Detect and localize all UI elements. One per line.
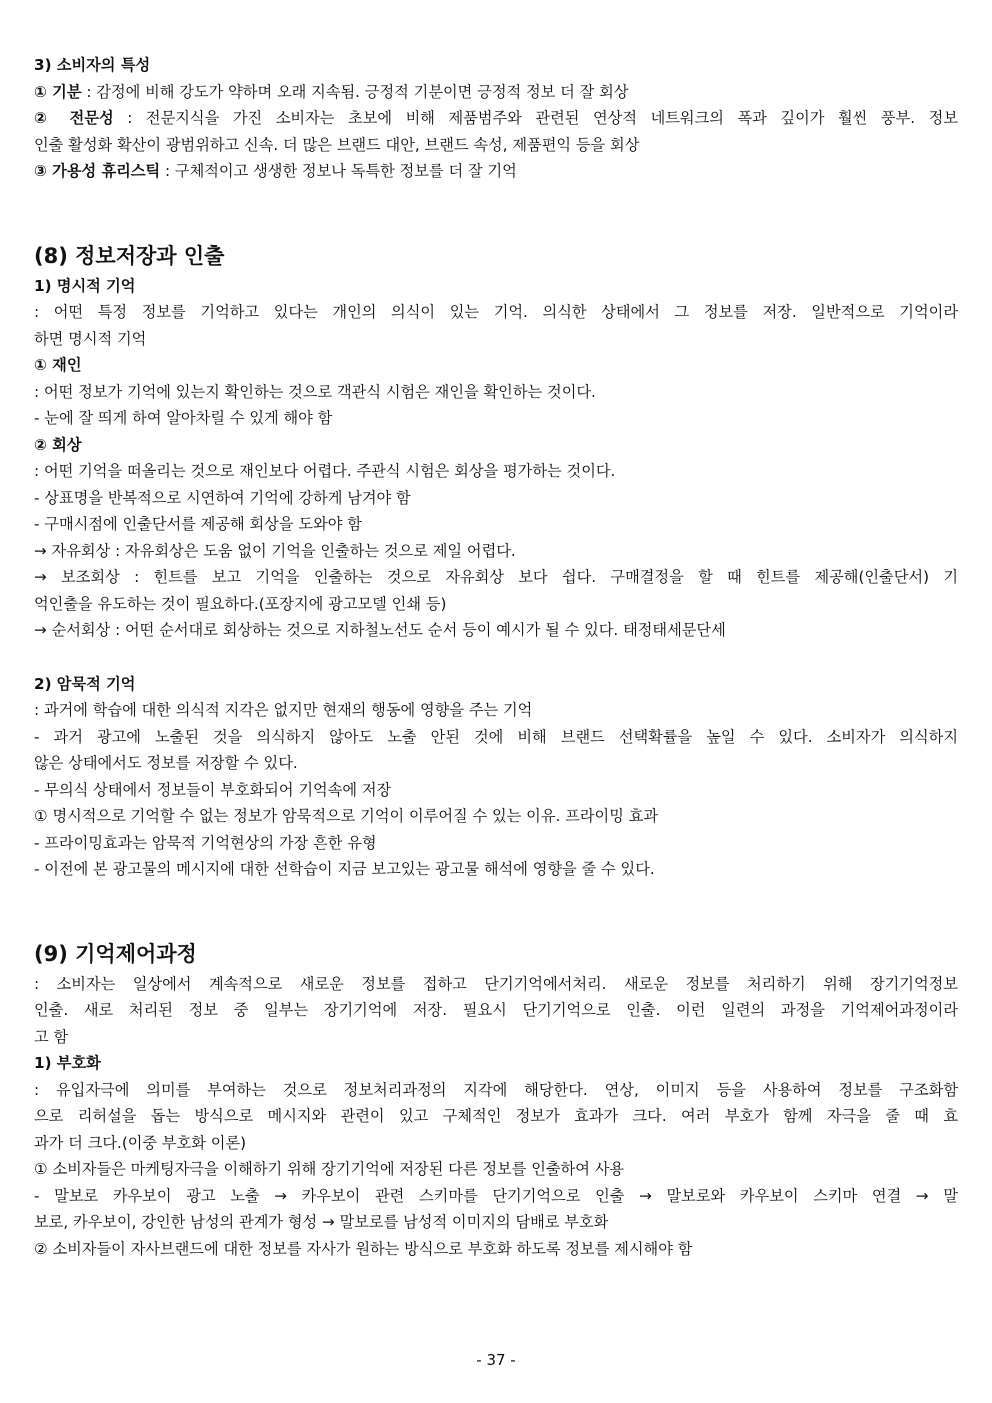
encoding-example-1: - 말보로 카우보이 광고 노출 → 카우보이 관련 스키마를 단기기억으로 인출 → 말보로와 카우보이 스키마 연결 → 말 (34, 1186, 958, 1205)
recall-note-1: - 상표명을 반복적으로 시연하여 기억에 강하게 남겨야 함 (34, 488, 411, 507)
free-recall: → 자유회상 : 자유회상은 도움 없이 기억을 인출하는 것으로 제일 어렵다. (34, 541, 516, 560)
aided-recall-2: 억인출을 유도하는 것이 필요하다.(포장지에 광고모델 인쇄 등) (34, 594, 447, 613)
availability-text: : 구체적이고 생생한 정보나 독특한 정보를 더 잘 기억 (160, 162, 517, 180)
implicit-point-1: ① 명시적으로 기억할 수 없는 정보가 암묵적으로 기억이 이루어질 수 있는 이유. 프라이밍 효과 (34, 807, 659, 825)
recognition-note: - 눈에 잘 띄게 하여 알아차릴 수 있게 해야 함 (34, 409, 333, 427)
recall-def: : 어떤 기억을 떠올리는 것으로 재인보다 어렵다. 주관식 시험은 회상을 평가하는 것이다. (34, 462, 616, 480)
recall-heading: ② 회상 (34, 435, 82, 454)
implicit-memory-heading: 2) 암묵적 기억 (34, 674, 136, 693)
implicit-note-4: - 이전에 본 광고물의 메시지에 대한 선학습이 지금 보고있는 광고물 해석에 영향을 줄 수 있다. (34, 860, 655, 878)
recognition-heading: ① 재인 (34, 356, 82, 374)
recognition-def: : 어떤 정보가 기억에 있는지 확인하는 것으로 객관식 시험은 재인을 확인하는 것이다. (34, 382, 596, 401)
explicit-def-2: 하면 명시적 기억 (34, 329, 147, 348)
mood-text: : 감정에 비해 강도가 약하며 오래 지속됨. 긍정적 기분이면 긍정적 정보 더 잘 회상 (81, 82, 629, 101)
recall-note-2: - 구매시점에 인출단서를 제공해 회상을 도와야 함 (34, 515, 362, 533)
memory-control-intro-2: 인출. 새로 처리된 정보 중 일부는 장기기억에 저장. 필요시 단기기억으로 인출. 이런 일련의 과정을 기억제어과정이라 (34, 1001, 958, 1019)
page-content (34, 52, 958, 1262)
implicit-note-1a: - 과거 광고에 노출된 것을 의식하지 않아도 노출 안된 것에 비해 브랜드 선택확률을 높일 수 있다. 소비자가 의식하지 (34, 727, 958, 746)
encoding-example-2: 보로, 카우보이, 강인한 남성의 관계가 형성 → 말보로를 남성적 이미지의 담배로 부호화 (34, 1213, 609, 1231)
serial-recall: → 순서회상 : 어떤 순서대로 회상하는 것으로 지하철노선도 순서 등이 예시가 될 수 있다. 태정태세문단세 (34, 621, 726, 639)
encoding-heading: 1) 부호화 (34, 1054, 101, 1072)
memory-control-intro-3: 고 함 (34, 1027, 69, 1046)
encoding-def-2: 으로 리허설을 돕는 방식으로 메시지와 관련이 있고 구체적인 정보가 효과가 크다. 여러 부호가 함께 자극을 줄 때 효 (34, 1107, 958, 1125)
explicit-memory-heading: 1) 명시적 기억 (34, 276, 136, 295)
expertise-title: ② 전문성 (34, 109, 114, 127)
mood-item (34, 79, 958, 106)
consumer-traits-heading: 3) 소비자의 특성 (34, 56, 151, 74)
memory-control-intro-1: : 소비자는 일상에서 계속적으로 새로운 정보를 접하고 단기기억에서처리. 새로운 정보를 처리하기 위해 장기기억정보 (34, 974, 958, 993)
section-9-heading: (9) 기억제어과정 (34, 941, 197, 966)
availability-item (34, 158, 958, 185)
encoding-def-3: 과가 더 크다.(이중 부호화 이론) (34, 1133, 247, 1152)
page-number: - 37 - (476, 1351, 516, 1369)
explicit-def-1: : 어떤 특정 정보를 기억하고 있다는 개인의 의식이 있는 기억. 의식한 상태에서 그 정보를 저장. 일반적으로 기억이라 (34, 303, 958, 321)
mood-title: ① 기분 (34, 82, 82, 101)
aided-recall-1: → 보조회상 : 힌트를 보고 기억을 인출하는 것으로 자유회상 보다 쉽다. 구매결정을 할 때 힌트를 제공해(인출단서) 기 (34, 568, 958, 586)
expertise-text: : 전문지식을 가진 소비자는 초보에 비해 제품범주와 관련된 연상적 네트워크의 폭과 깊이가 훨씬 풍부. 정보 (113, 109, 958, 127)
implicit-note-3: - 프라이밍효과는 암묵적 기억현상의 가장 흔한 유형 (34, 833, 377, 852)
section-8-heading: (8) 정보저장과 인출 (34, 243, 225, 268)
expertise-text-cont: 인출 활성화 확산이 광범위하고 신속. 더 많은 브랜드 대안, 브랜드 속성, 제품편익 등을 회상 (34, 135, 640, 154)
implicit-def: : 과거에 학습에 대한 의식적 지각은 없지만 현재의 행동에 영향을 주는 기억 (34, 701, 533, 719)
expertise-item (34, 105, 958, 132)
availability-title: ③ 가용성 휴리스틱 (34, 162, 161, 180)
implicit-note-2: - 무의식 상태에서 정보들이 부호화되어 기억속에 저장 (34, 780, 392, 799)
encoding-point-2: ② 소비자들이 자사브랜드에 대한 정보를 자사가 원하는 방식으로 부호화 하도록 정보를 제시해야 함 (34, 1239, 693, 1258)
encoding-point-1: ① 소비자들은 마케팅자극을 이해하기 위해 장기기억에 저장된 다른 정보를 인출하여 사용 (34, 1160, 625, 1178)
implicit-note-1b: 않은 상태에서도 정보를 저장할 수 있다. (34, 754, 298, 772)
encoding-def-1: : 유입자극에 의미를 부여하는 것으로 정보처리과정의 지각에 해당한다. 연상, 이미지 등을 사용하여 정보를 구조화함 (34, 1080, 958, 1099)
